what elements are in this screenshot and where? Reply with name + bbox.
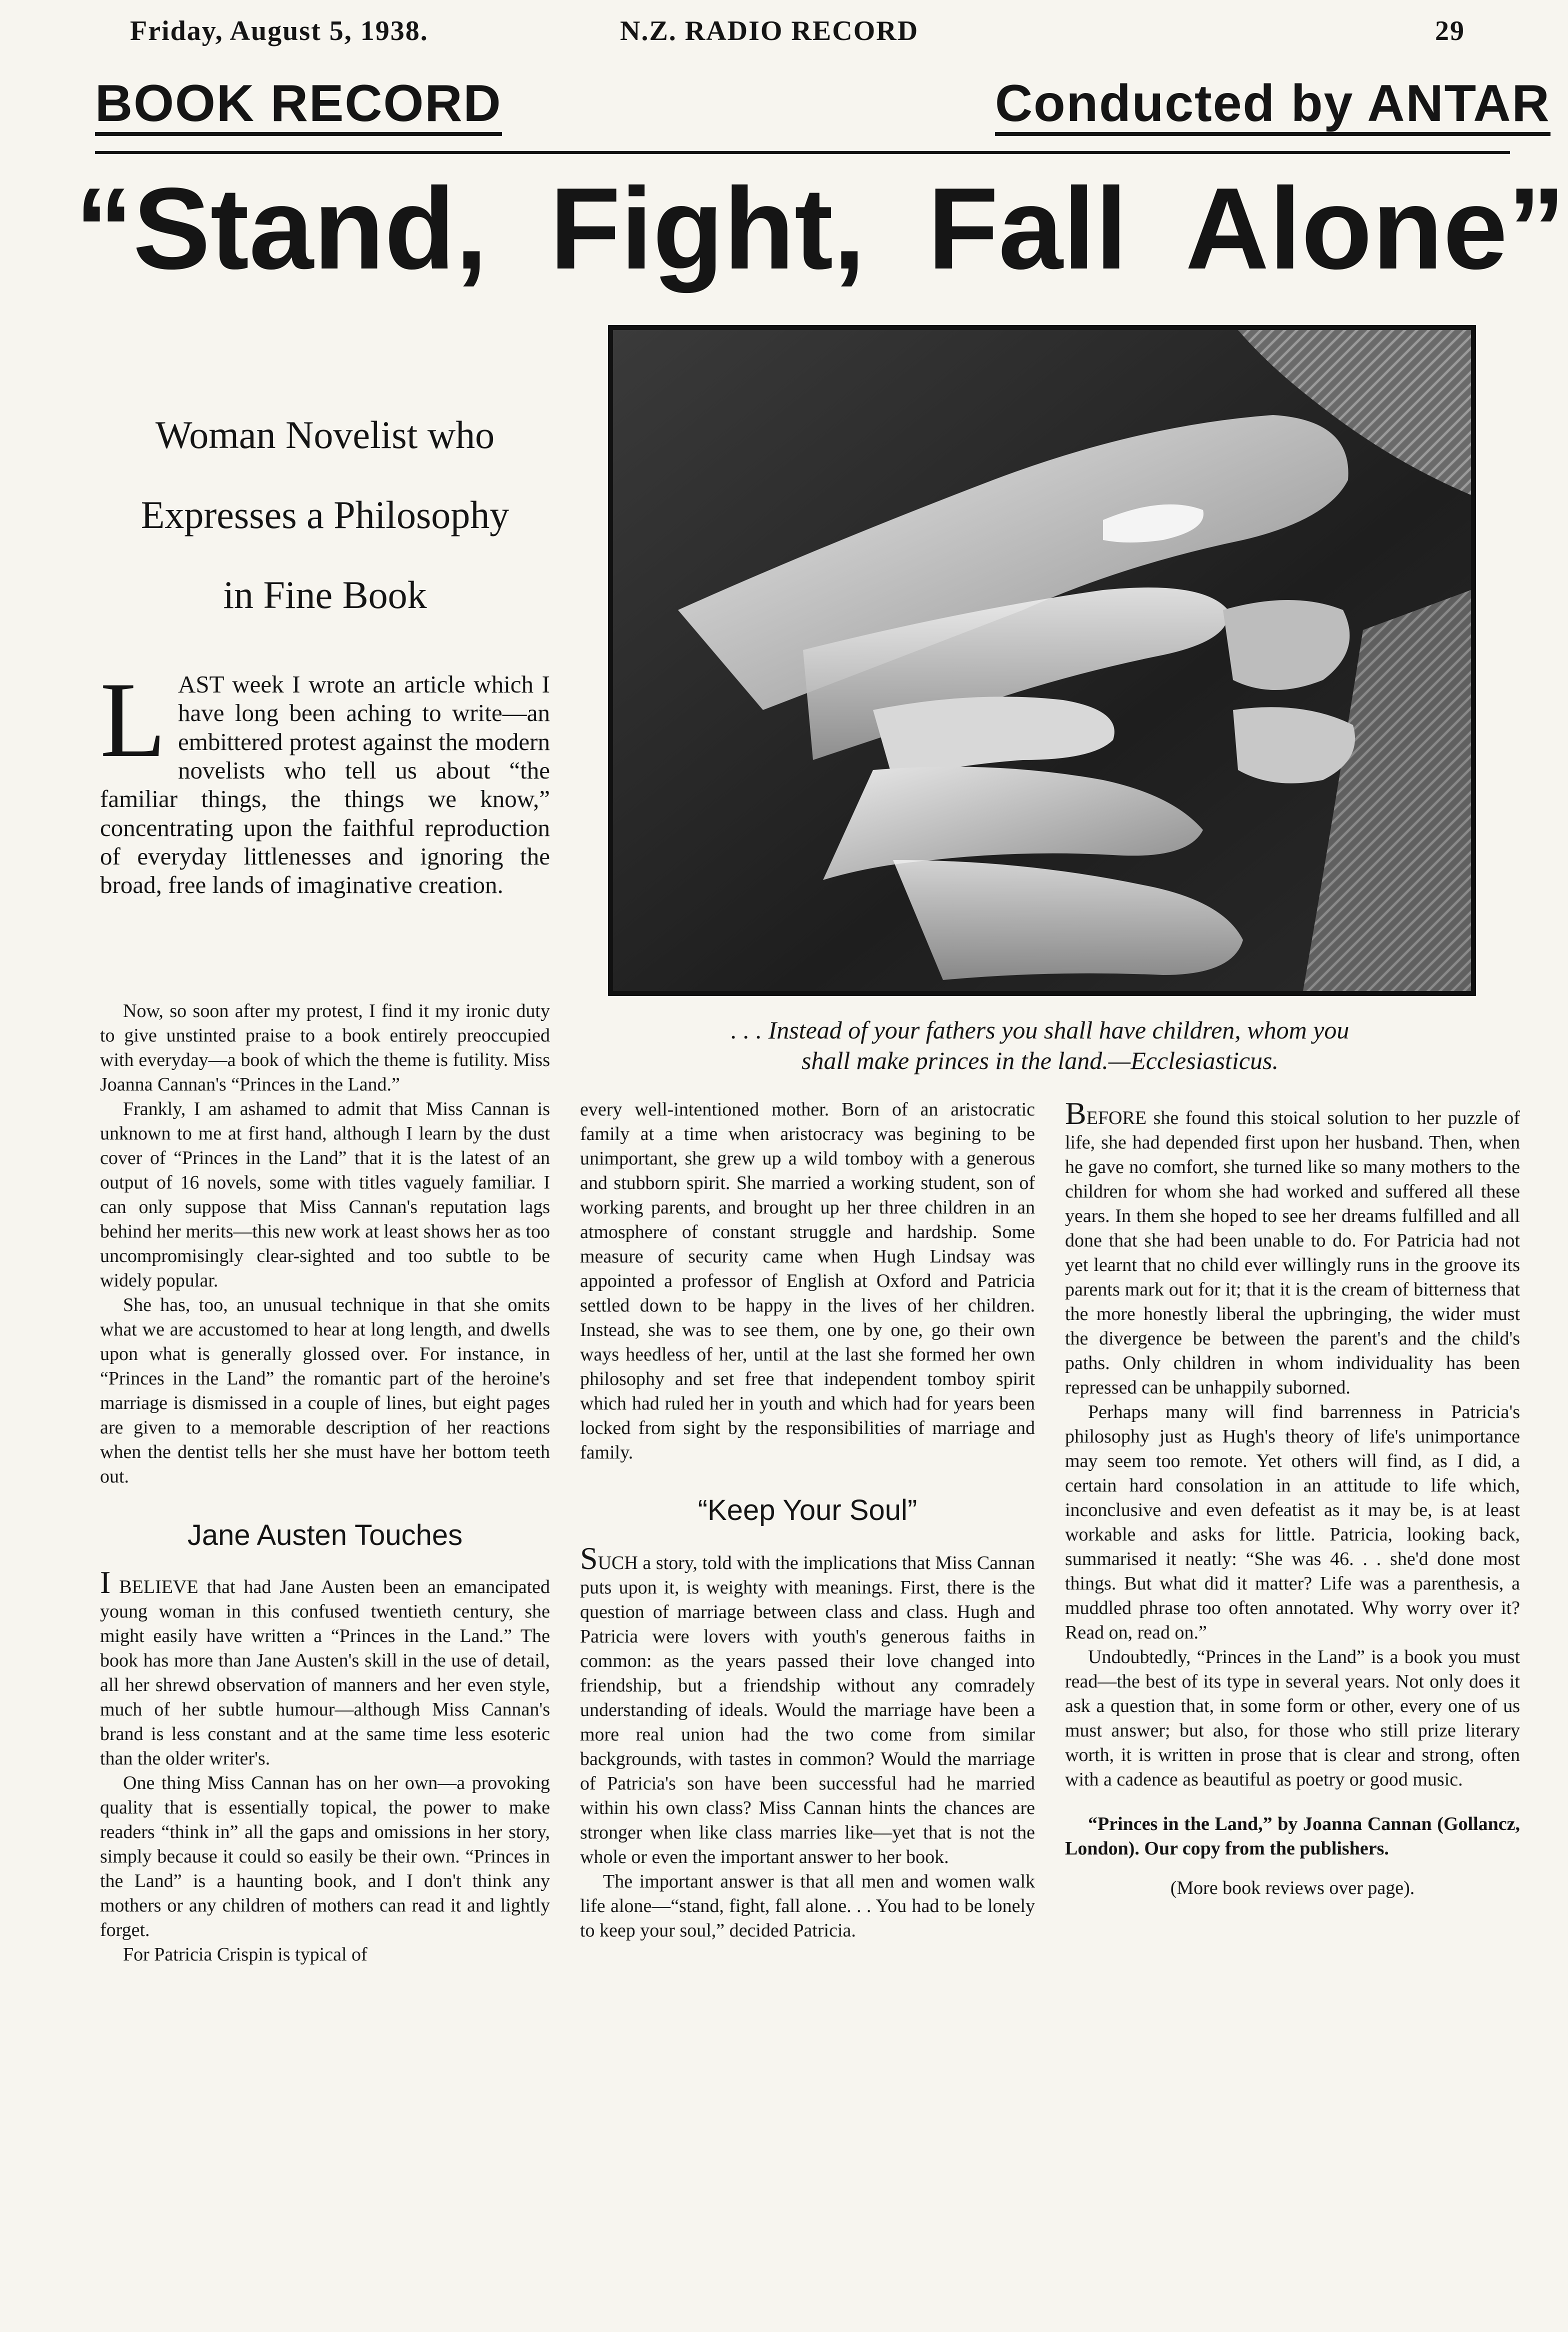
standfirst-line: Expresses a Philosophy	[140, 492, 510, 536]
standfirst-line: Woman Novelist who	[155, 413, 495, 456]
body-paragraph: For Patricia Crispin is typical of	[123, 1944, 368, 1966]
caption-line: . . . Instead of your fathers you shall have children, whom you	[730, 1016, 1350, 1044]
paragraph-text: BELIEVE that had Jane Austen been an emancipated young woman in this confused twentieth century, she might easily have written a “Princes in the Land.” The book has more than Jane Austen's skill in the use of detail, all her shrewd observation of manners and her even style, much of her subtle humour—although Miss Cannan's brand is less constant and at the same time less esoteric than the older writer's.	[100, 1576, 550, 1770]
body-paragraph	[100, 1566, 550, 1771]
article-headline: “Stand, Fight, Fall Alone”	[75, 164, 1566, 294]
caption-line: shall make princes in the land.—Ecclesiasticus.	[801, 1046, 1278, 1074]
hands-photo-illustration	[613, 330, 1471, 991]
article-intro	[100, 660, 550, 900]
article-column-2	[580, 1098, 1035, 1943]
intro-paragraph	[100, 660, 550, 900]
body-paragraph: Undoubtedly, “Princes in the Land” is a book you must read—the best of its type in several years. Not only does it ask a question that, in some form or other, every one of us must answer; but also, for those who still prize literary worth, it is written in prose that is clear and strong, often with a cadence as beautiful as poetry or good music.	[1065, 1646, 1520, 1790]
page-number: 29	[1435, 16, 1465, 46]
body-paragraph	[1065, 1098, 1520, 1400]
hands-photograph	[608, 325, 1476, 996]
body-paragraph: She has, too, an unusual technique in that she omits what we are accustomed to hear at long length, and dwells upon what is generally glossed over. For instance, in “Princes in the Land” the romantic part of the heroine's marriage is dismissed in a couple of lines, but eight pages are given to a memorable description of her reactions when the dentist tells her she must have her bottom teeth out.	[100, 1294, 550, 1488]
paragraph-text: EFORE she found this stoical solution to her puzzle of life, she had depended first upon her husband. Then, when he gave no comfort, she turned like so many mothers to the children for whom she had worked and suffered all these years. In them she hoped to see her dreams fulfilled and all done that she had been unable to do. For Patricia had not yet learnt that no child ever willingly runs in the groove its parents mark out for it; that it is the cream of bitterness that the more honestly liberal the upbringing, the wider must the divergence be between the parent's and the child's paths. Only children in whom individuality has been repressed can be unhappily suborned.	[1065, 1108, 1520, 1398]
article-column-1	[100, 999, 550, 1967]
drop-cap: L	[100, 660, 166, 780]
body-paragraph: every well-intentioned mother. Born of an aristocratic family at a time when aristocracy was begining to be unimportant, she grew up a wild tomboy with a generous and stubborn spirit. She married a working student, son of working parents, and brought up her three children in an atmosphere of constant struggle and hardship. Some measure of security came when Hugh Lindsay was appointed a professor of English at Oxford and Patricia settled down to be happy in the lives of her children. Instead, she was to see them, one by one, go their own ways heedless of her, until at the last she formed her own philosophy and set free that independent tomboy spirit which had ruled her in youth and which had for years been locked from sight by the responsibilities of marriage and family.	[580, 1099, 1035, 1464]
section-conductor: Conducted by ANTAR	[995, 75, 1550, 136]
initial-letter: I	[100, 1564, 111, 1600]
initial-letter: S	[580, 1540, 598, 1576]
body-paragraph: Frankly, I am ashamed to admit that Miss Cannan is unknown to me at first hand, although I learn by the dust cover of “Princes in the Land” that it is the latest of an output of 16 novels, some with titles vaguely familiar. I can only suppose that Miss Cannan's reputation lags behind her merits—this new work at least shows her as too uncompromisingly clear-sighted and too subtle to be widely popular.	[100, 1098, 550, 1292]
section-title: BOOK RECORD	[95, 75, 502, 136]
article-column-3	[1065, 1098, 1520, 1900]
intro-text: AST week I wrote an article which I have long been aching to write—an embittered protest against the modern novelists who tell us about “the familiar things, the things we know,” concentrating upon the faithful reproduction of everyday littlenesses and ignoring the broad, free lands of imaginative creation.	[100, 670, 550, 899]
body-paragraph: Perhaps many will find barrenness in Patricia's philosophy just as Hugh's theory of life's unimportance may seem too remote. Yet others will find, as I did, a certain hard consolation in an attitude to life which, inconclusive and even defeatist as it may be, is at least workable and asks for little. Patricia, looking back, summarised it neatly: “She was 46. . . she'd done most things. But what did it matter? Life was a parenthesis, a muddled phrase too often annotated. Why worry over it? Read on, read on.”	[1065, 1402, 1520, 1644]
section-rule	[95, 151, 1510, 154]
article-standfirst	[100, 395, 550, 635]
initial-letter: B	[1065, 1096, 1086, 1131]
more-reviews-note: (More book reviews over page).	[1170, 1878, 1415, 1899]
body-paragraph: The important answer is that all men and women walk life alone—“stand, fight, fall alone. . . You had to be lonely to keep your soul,” decided Patricia.	[580, 1871, 1035, 1942]
subhead-keep-your-soul: “Keep Your Soul”	[698, 1494, 918, 1527]
photo-caption	[590, 1015, 1490, 1076]
publication-name: N.Z. RADIO RECORD	[620, 16, 919, 46]
standfirst-line: in Fine Book	[223, 572, 427, 616]
subhead-jane-austen: Jane Austen Touches	[187, 1519, 463, 1552]
body-paragraph: Now, so soon after my protest, I find it my ironic duty to give unstinted praise to a book entirely preoccupied with everyday—a book of which the theme is futility. Miss Joanna Cannan's “Princes in the Land.”	[100, 1000, 550, 1096]
book-credit: “Princes in the Land,” by Joanna Cannan (Gollancz, London). Our copy from the publishers.	[1065, 1814, 1520, 1860]
issue-date: Friday, August 5, 1938.	[130, 16, 428, 46]
body-paragraph	[580, 1542, 1035, 1870]
body-paragraph: One thing Miss Cannan has on her own—a provoking quality that is essentially topical, the power to make readers “think in” all the gaps and omissions in her story, simply because it could so easily be their own. “Princes in the Land” is a haunting book, and I don't think any mothers or any children of mothers can read it and lightly forget.	[100, 1772, 550, 1941]
paragraph-text: UCH a story, told with the implications that Miss Cannan puts upon it, is weighty with meanings. First, there is the question of marriage between class and class. Hugh and Patricia were lovers with youth's generous faiths in common: as the years passed their love changed into friendship, but a friendship without any comradely understanding of ideals. Would the marriage have been a more real union had the two come from similar backgrounds, with tastes in common? Would the marriage of Patricia's son have been successful had he married within his own class? Miss Cannan hints the chances are stronger when like class marries like—yet that is not the whole or even the important answer to her book.	[580, 1552, 1035, 1868]
